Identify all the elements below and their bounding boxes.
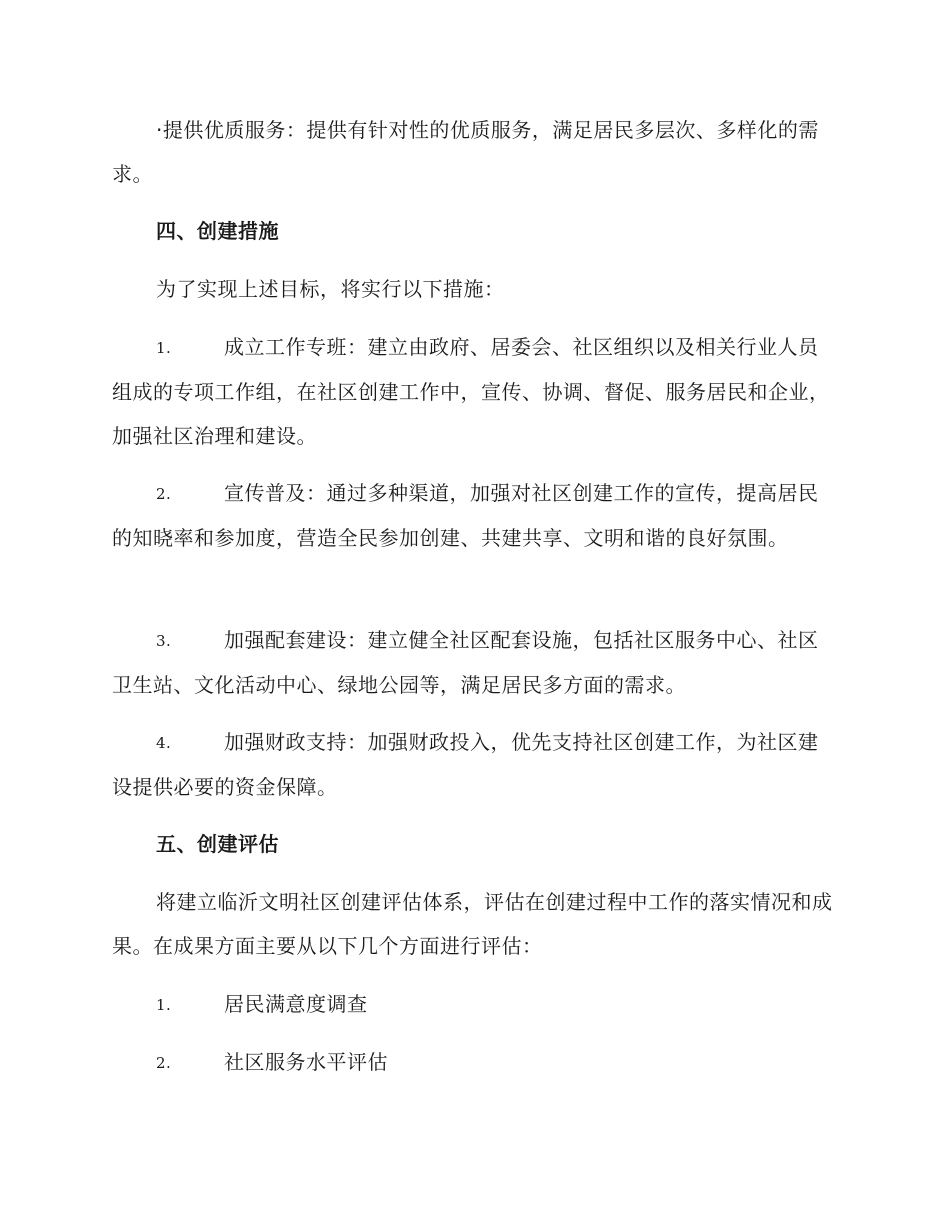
list-number: 3. [156,632,172,650]
section-5-intro: 将建立临沂文明社区创建评估体系，评估在创建过程中工作的落实情况和成果。在成果方面主要从以下几个方面进行评估： [112,890,833,958]
list-text: 加强财政支持：加强财政投入，优先支持社区创建工作，为社区建设提供必要的资金保障。 [112,730,819,799]
section-4-intro: 为了实现上述目标，将实行以下措施： [156,277,505,301]
list-text: 成立工作专班：建立由政府、居委会、社区组织以及相关行业人员组成的专项工作组，在社区创建工作中，宣传、协调、督促、服务居民和企业，加强社区治理和建设。 [112,335,830,448]
measure-item-2 [112,471,836,560]
list-number: 2. [156,485,172,503]
assessment-item-2 [112,1040,836,1085]
assessment-item-1 [112,982,836,1027]
list-number: 4. [156,734,172,752]
list-number: 2. [156,1054,172,1072]
section-4-heading: 四、创建措施 [156,219,279,243]
measure-item-3 [112,618,836,707]
bullet-quality-service: ·提供优质服务：提供有针对性的优质服务，满足居民多层次、多样化的需求。 [112,118,819,186]
list-number: 1. [156,339,172,357]
measure-item-1 [112,325,836,458]
measure-item-4 [112,720,836,809]
list-text: 居民满意度调查 [224,992,368,1016]
list-text: 宣传普及：通过多种渠道，加强对社区创建工作的宣传，提高居民的知晓率和参加度，营造全民参加创建、共建共享、文明和谐的良好氛围。 [112,481,819,550]
list-number: 1. [156,996,172,1014]
list-text: 社区服务水平评估 [224,1050,388,1074]
section-5-heading: 五、创建评估 [156,832,279,856]
list-text: 加强配套建设：建立健全社区配套设施，包括社区服务中心、社区卫生站、文化活动中心、绿地公园等，满足居民多方面的需求。 [112,628,819,697]
